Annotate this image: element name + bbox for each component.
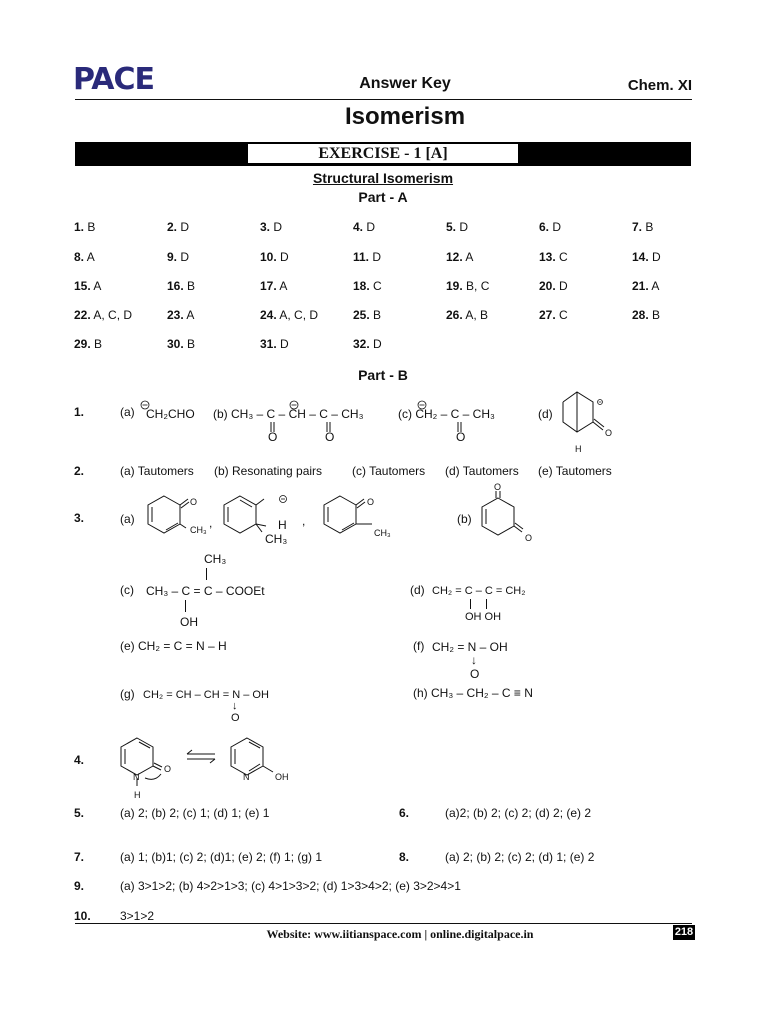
answer-value: A [86, 250, 95, 264]
answer-value: C [559, 308, 568, 322]
q7-answer: (a) 1; (b)1; (c) 2; (d)1; (e) 2; (f) 1; (g) 1 [120, 850, 323, 864]
answer-value: D [552, 220, 562, 234]
answer-number: 26. [446, 308, 463, 322]
q2-item-b: (b) Resonating pairs [214, 464, 323, 478]
q1-d-hydrogen: H [575, 444, 582, 454]
q1-c-oxygen: O [456, 430, 466, 444]
q3-f-formula: CH₂ = N – OH [432, 640, 508, 654]
answer-number: 2. [167, 220, 178, 234]
answer-cell [260, 250, 289, 264]
q3-d-label: (d) [410, 583, 425, 597]
q10-answer: 3>1>2 [120, 909, 155, 923]
answer-value: B [94, 337, 103, 351]
q2-item-c: (c) Tautomers [352, 464, 426, 478]
answer-cell [539, 308, 568, 322]
answer-cell [260, 279, 287, 293]
header-rule [75, 99, 692, 100]
q3-b-oxygen-1: O [494, 482, 502, 492]
answer-cell [74, 250, 95, 264]
q5-number: 5. [74, 806, 85, 820]
q3-a-comma-1: , [209, 516, 213, 530]
page-title: Isomerism [344, 103, 466, 130]
answer-value: D [180, 220, 190, 234]
answer-cell [260, 337, 289, 351]
q1-b-formula: (b) CH₃ – C – CH – C – CH₃ [213, 407, 364, 421]
answer-cell [260, 220, 282, 234]
q3-f-oxygen: O [470, 667, 480, 681]
q4-nitrogen-2: N [243, 772, 250, 782]
answer-number: 12. [446, 250, 463, 264]
answer-cell [167, 308, 194, 322]
answer-value: B [87, 220, 96, 234]
q3-a-label: (a) [120, 512, 135, 526]
q3-c-bond-up [206, 568, 207, 580]
answer-value: C [373, 279, 382, 293]
answer-value: A [186, 308, 195, 322]
q3-g-arrow: ↓ [232, 700, 238, 712]
q2-number: 2. [74, 464, 85, 478]
q1-c-formula: (c) CH₂ – C – CH₃ [398, 407, 495, 421]
answer-value: A, B [465, 308, 489, 322]
q3-d-formula: CH₂ = C – C = CH₂ [432, 585, 526, 597]
answer-value: A [279, 279, 288, 293]
footer-rule [75, 923, 692, 924]
answer-value: A [651, 279, 660, 293]
q1-number: 1. [74, 405, 85, 419]
answer-number: 9. [167, 250, 178, 264]
answer-number: 15. [74, 279, 91, 293]
q4-hydroxyl: OH [275, 772, 289, 782]
answer-number: 4. [353, 220, 364, 234]
q3-c-hydroxyl: OH [180, 615, 198, 629]
answer-number: 14. [632, 250, 649, 264]
q1-a-label: (a) [120, 405, 135, 419]
q4-oxygen: O [164, 764, 172, 774]
answer-number: 32. [353, 337, 370, 351]
answer-cell [167, 250, 189, 264]
q3-b-label: (b) [457, 512, 472, 526]
header-subject: Chem. XI [627, 77, 692, 94]
answer-value: B [187, 279, 196, 293]
answer-value: D [366, 220, 376, 234]
answer-number: 25. [353, 308, 370, 322]
pace-logo: PACE [73, 62, 154, 97]
q3-a-hydrogen: H [278, 518, 287, 532]
answer-value: D [273, 220, 283, 234]
answer-value: A [465, 250, 474, 264]
q3-a-comma-2: , [302, 514, 306, 528]
answer-number: 1. [74, 220, 85, 234]
answer-cell [446, 250, 473, 264]
q4-tautomer-structures [115, 734, 305, 794]
q3-c-formula: CH₃ – C = C – COOEt [146, 584, 265, 598]
answer-value: B [645, 220, 654, 234]
answer-number: 7. [632, 220, 643, 234]
answer-value: A, C, D [279, 308, 319, 322]
answer-cell [167, 337, 195, 351]
answer-cell [74, 337, 102, 351]
footer-website: Website: www.iitianspace.com | online.digitalpace.in [266, 927, 534, 941]
q3-b-oxygen-2: O [525, 533, 533, 543]
q3-f-label: (f) [413, 639, 425, 653]
answer-cell [353, 220, 375, 234]
answer-cell [260, 308, 318, 322]
q3-a-oxygen-3: O [367, 497, 375, 507]
q8-answer: (a) 2; (b) 2; (c) 2; (d) 1; (e) 2 [445, 850, 595, 864]
answer-number: 17. [260, 279, 277, 293]
q1-b-oxygen-1: O [268, 430, 278, 444]
answer-cell [167, 220, 189, 234]
q3-d-bond-1 [470, 599, 471, 609]
part-b-title: Part - B [358, 367, 408, 383]
answer-value: D [372, 250, 382, 264]
page-number: 218 [674, 926, 694, 938]
answer-number: 29. [74, 337, 91, 351]
answer-number: 22. [74, 308, 91, 322]
answer-value: D [459, 220, 469, 234]
answer-cell [446, 220, 468, 234]
q9-number: 9. [74, 879, 85, 893]
answer-number: 18. [353, 279, 370, 293]
answer-number: 6. [539, 220, 550, 234]
answer-cell [632, 308, 660, 322]
answer-number: 27. [539, 308, 556, 322]
answer-value: D [652, 250, 661, 264]
answer-number: 31. [260, 337, 277, 351]
answer-number: 10. [260, 250, 277, 264]
answer-value: A [93, 279, 102, 293]
answer-cell [74, 220, 95, 234]
answer-cell [353, 337, 382, 351]
q3-g-label: (g) [120, 687, 135, 701]
q3-a-oxygen-1: O [190, 497, 198, 507]
answer-value: B [373, 308, 382, 322]
q7-number: 7. [74, 850, 85, 864]
answer-number: 24. [260, 308, 277, 322]
answer-number: 19. [446, 279, 463, 293]
q10-number: 10. [74, 909, 91, 923]
q3-c-label: (c) [120, 583, 134, 597]
answer-cell [632, 279, 659, 293]
answer-number: 11. [353, 250, 370, 264]
answer-value: B [652, 308, 661, 322]
q6-answer: (a)2; (b) 2; (c) 2; (d) 2; (e) 2 [445, 806, 592, 820]
q3-c-methyl-top: CH₃ [204, 552, 227, 566]
q3-d-hydroxyls: OH OH [465, 611, 502, 623]
answer-number: 8. [74, 250, 85, 264]
q4-number: 4. [74, 753, 85, 767]
answer-cell [632, 250, 661, 264]
q4-nitrogen-1: N [133, 772, 140, 782]
answer-number: 30. [167, 337, 184, 351]
q9-answer: (a) 3>1>2; (b) 4>2>1>3; (c) 4>1>3>2; (d) 1>3>4>2; (e) 3>2>4>1 [120, 879, 461, 893]
answer-number: 21. [632, 279, 649, 293]
q3-h-formula: (h) CH₃ – CH₂ – C ≡ N [413, 686, 533, 700]
answer-cell [353, 279, 382, 293]
answer-cell [539, 250, 568, 264]
answer-value: D [280, 250, 289, 264]
answer-cell [74, 279, 101, 293]
q3-g-formula: CH₂ = CH – CH = N – OH [143, 689, 269, 701]
answer-number: 13. [539, 250, 556, 264]
answer-value: C [559, 250, 568, 264]
answer-value: D [373, 337, 382, 351]
minus-charge-icon [416, 400, 428, 410]
q3-a-methyl-2: CH₃ [265, 532, 288, 546]
answer-number: 28. [632, 308, 649, 322]
answer-cell [353, 308, 381, 322]
q1-b-oxygen-2: O [325, 430, 335, 444]
answer-number: 5. [446, 220, 457, 234]
q4-hydrogen: H [134, 790, 141, 800]
answer-value: B, C [466, 279, 490, 293]
q1-d-label: (d) [538, 407, 553, 421]
q5-answer: (a) 2; (b) 2; (c) 1; (d) 1; (e) 1 [120, 806, 270, 820]
exercise-title: EXERCISE - 1 [A] [248, 144, 518, 163]
q3-g-oxygen: O [231, 712, 240, 724]
q2-item-a: (a) Tautomers [120, 464, 194, 478]
q3-c-bond-down [185, 600, 186, 612]
q1-a-formula: CH₂CHO [146, 407, 195, 421]
answer-cell [353, 250, 381, 264]
answer-number: 23. [167, 308, 184, 322]
answer-number: 16. [167, 279, 184, 293]
answer-cell [446, 308, 488, 322]
q1-d-bicyclic-structure [555, 388, 615, 450]
answer-cell [539, 220, 561, 234]
q3-a-methyl-3: CH₃ [374, 528, 391, 538]
answer-cell [632, 220, 653, 234]
answer-cell [74, 308, 132, 322]
q3-f-arrow: ↓ [471, 653, 477, 667]
q1-d-oxygen: O [605, 428, 613, 438]
answer-value: D [180, 250, 190, 264]
q3-number: 3. [74, 511, 85, 525]
answer-value: B [187, 337, 196, 351]
answer-value: A, C, D [93, 308, 133, 322]
answer-value: D [280, 337, 289, 351]
answer-number: 20. [539, 279, 556, 293]
answer-cell [167, 279, 195, 293]
section-title: Structural Isomerism [312, 170, 454, 186]
answer-value: D [559, 279, 568, 293]
header-title: Answer Key [359, 75, 451, 92]
minus-charge-icon [288, 400, 300, 410]
q2-item-d: (d) Tautomers [445, 464, 519, 478]
minus-charge-icon [278, 494, 288, 504]
answer-cell [539, 279, 568, 293]
q8-number: 8. [399, 850, 410, 864]
q3-d-bond-2 [486, 599, 487, 609]
q3-a-methyl-1: CH₃ [190, 525, 207, 535]
part-a-title: Part - A [358, 189, 408, 205]
q3-e-formula: (e) CH₂ = C = N – H [120, 639, 227, 653]
answer-cell [446, 279, 489, 293]
answer-number: 3. [260, 220, 271, 234]
q2-item-e: (e) Tautomers [538, 464, 612, 478]
q6-number: 6. [399, 806, 410, 820]
